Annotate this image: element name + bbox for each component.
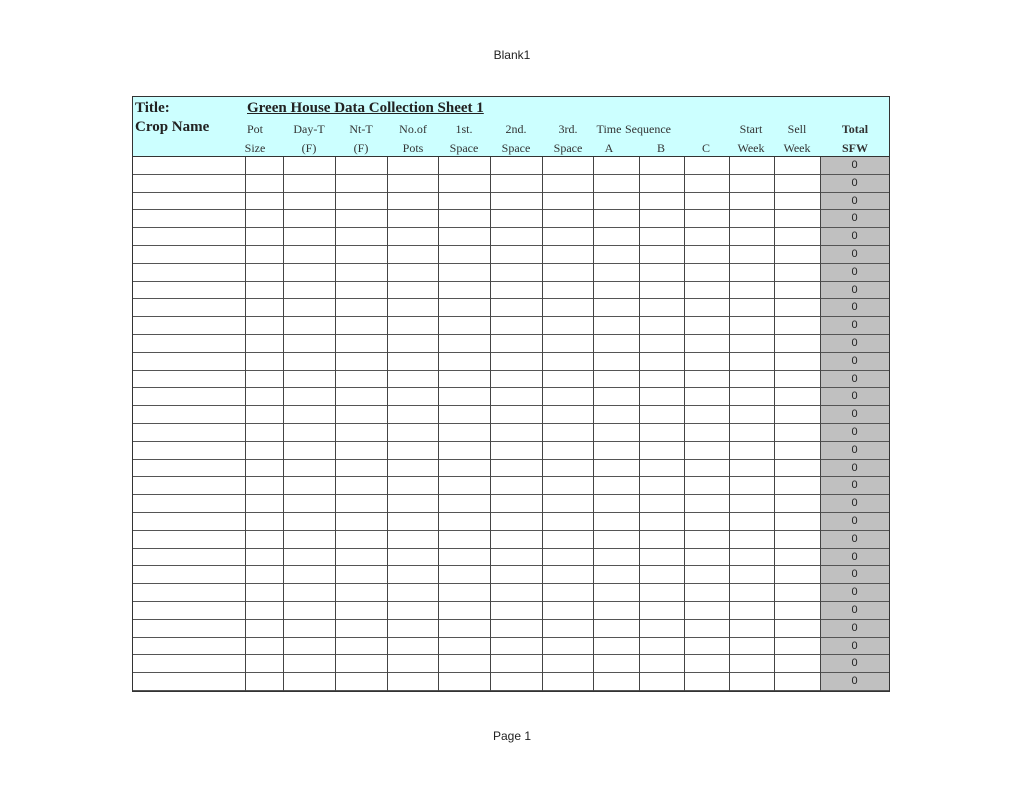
total-sfw-cell: 0: [851, 479, 858, 492]
table-row: [133, 549, 889, 567]
column-divider: [820, 157, 821, 691]
total-sfw-cell: 0: [851, 657, 858, 670]
total-sfw-cell: 0: [851, 515, 858, 527]
total-sfw-cell: 0: [851, 550, 858, 563]
column-divider: [684, 157, 685, 691]
total-sfw-cell: 0: [851, 568, 858, 581]
table-row: [133, 335, 889, 353]
total-sfw-cell: 0: [851, 159, 858, 171]
column-divider: [639, 157, 640, 691]
table-row: [133, 175, 889, 193]
column-header-line1: Start: [739, 122, 763, 136]
column-divider: [490, 157, 491, 691]
table-row: [133, 371, 889, 389]
total-sfw-cell: 0: [851, 426, 858, 438]
total-sfw-cell: 0: [851, 212, 858, 225]
total-sfw-cell: 0: [851, 586, 858, 599]
column-header-line2: SFW: [841, 141, 869, 155]
column-divider: [729, 157, 730, 691]
total-sfw-cell: 0: [851, 443, 858, 456]
column-header-line2: A: [604, 141, 614, 155]
table-row: [133, 638, 889, 656]
column-header-line1: Pot: [246, 122, 264, 136]
total-sfw-cell: 0: [851, 176, 858, 189]
table-row: [133, 620, 889, 638]
column-header-line1: Time: [596, 122, 622, 136]
table-row: [133, 157, 889, 175]
title-label: Title:: [135, 100, 170, 116]
table-row: [133, 602, 889, 620]
table-row: [133, 193, 889, 211]
total-sfw-cell: 0: [851, 248, 858, 260]
column-header-line2: Size: [244, 141, 266, 155]
column-divider: [438, 157, 439, 691]
table-row: [133, 388, 889, 406]
table-row: [133, 584, 889, 602]
column-header-line1: Sell: [787, 122, 807, 136]
total-sfw-cell: 0: [851, 354, 858, 367]
column-header-line1: Sequence: [625, 122, 671, 136]
table-row: [133, 513, 889, 531]
total-sfw-cell: 0: [851, 390, 858, 403]
column-divider: [387, 157, 388, 691]
table-row: [133, 495, 889, 513]
total-sfw-cell: 0: [851, 372, 858, 385]
total-sfw-cell: 0: [851, 639, 858, 652]
total-sfw-cell: 0: [851, 283, 858, 296]
table-row: [133, 566, 889, 584]
table-row: [133, 442, 889, 460]
table-row: [133, 228, 889, 246]
total-sfw-cell: 0: [851, 497, 858, 510]
column-divider: [245, 157, 246, 691]
total-sfw-cell: 0: [851, 604, 858, 616]
column-header-line2: Pots: [402, 141, 424, 155]
page-footer: Page 1: [492, 729, 532, 743]
column-header-line2: Space: [553, 141, 583, 155]
table-row: [133, 424, 889, 442]
column-divider: [593, 157, 594, 691]
total-sfw-cell: 0: [851, 337, 858, 349]
column-header-line2: (F): [301, 141, 317, 155]
column-divider: [283, 157, 284, 691]
total-sfw-cell: 0: [851, 230, 858, 243]
data-collection-sheet: [132, 96, 890, 692]
column-header-line2: Week: [783, 141, 811, 155]
column-divider: [335, 157, 336, 691]
total-sfw-cell: 0: [851, 265, 858, 278]
total-sfw-cell: 0: [851, 194, 858, 207]
column-header-line1: 2nd.: [505, 122, 527, 136]
sheet-header: [133, 97, 889, 157]
total-sfw-cell: 0: [851, 621, 858, 634]
column-divider: [774, 157, 775, 691]
table-row: [133, 210, 889, 228]
column-header-line2: C: [701, 141, 711, 155]
sheet-title: Green House Data Collection Sheet 1: [247, 100, 484, 116]
table-row: [133, 246, 889, 264]
column-header-line1: Nt-T: [349, 122, 373, 136]
column-header-line2: Week: [737, 141, 765, 155]
total-sfw-cell: 0: [851, 532, 858, 545]
table-row: [133, 460, 889, 478]
column-divider: [542, 157, 543, 691]
column-header-line1: 1st.: [455, 122, 473, 136]
crop-name-label: Crop Name: [135, 119, 210, 135]
table-row: [133, 477, 889, 495]
column-header-line1: Total: [841, 122, 869, 136]
column-header-line2: B: [656, 141, 666, 155]
table-row: [133, 353, 889, 371]
total-sfw-cell: 0: [851, 675, 858, 688]
data-grid: [133, 157, 889, 691]
table-row: [133, 673, 889, 691]
table-row: [133, 655, 889, 673]
total-sfw-cell: 0: [851, 319, 858, 332]
column-header-line1: Day-T: [293, 122, 325, 136]
table-row: [133, 299, 889, 317]
column-header-line2: Space: [501, 141, 531, 155]
table-row: [133, 317, 889, 335]
table-row: [133, 406, 889, 424]
column-header-line2: (F): [353, 141, 369, 155]
column-header-line1: No.of: [399, 122, 427, 136]
column-header-line1: 3rd.: [558, 122, 578, 136]
total-sfw-cell: 0: [851, 461, 858, 474]
page-header: Blank1: [493, 48, 531, 62]
column-header-line2: Space: [449, 141, 479, 155]
table-row: [133, 531, 889, 549]
table-row: [133, 264, 889, 282]
total-sfw-cell: 0: [851, 301, 858, 314]
total-sfw-cell: 0: [851, 408, 858, 421]
table-row: [133, 282, 889, 300]
